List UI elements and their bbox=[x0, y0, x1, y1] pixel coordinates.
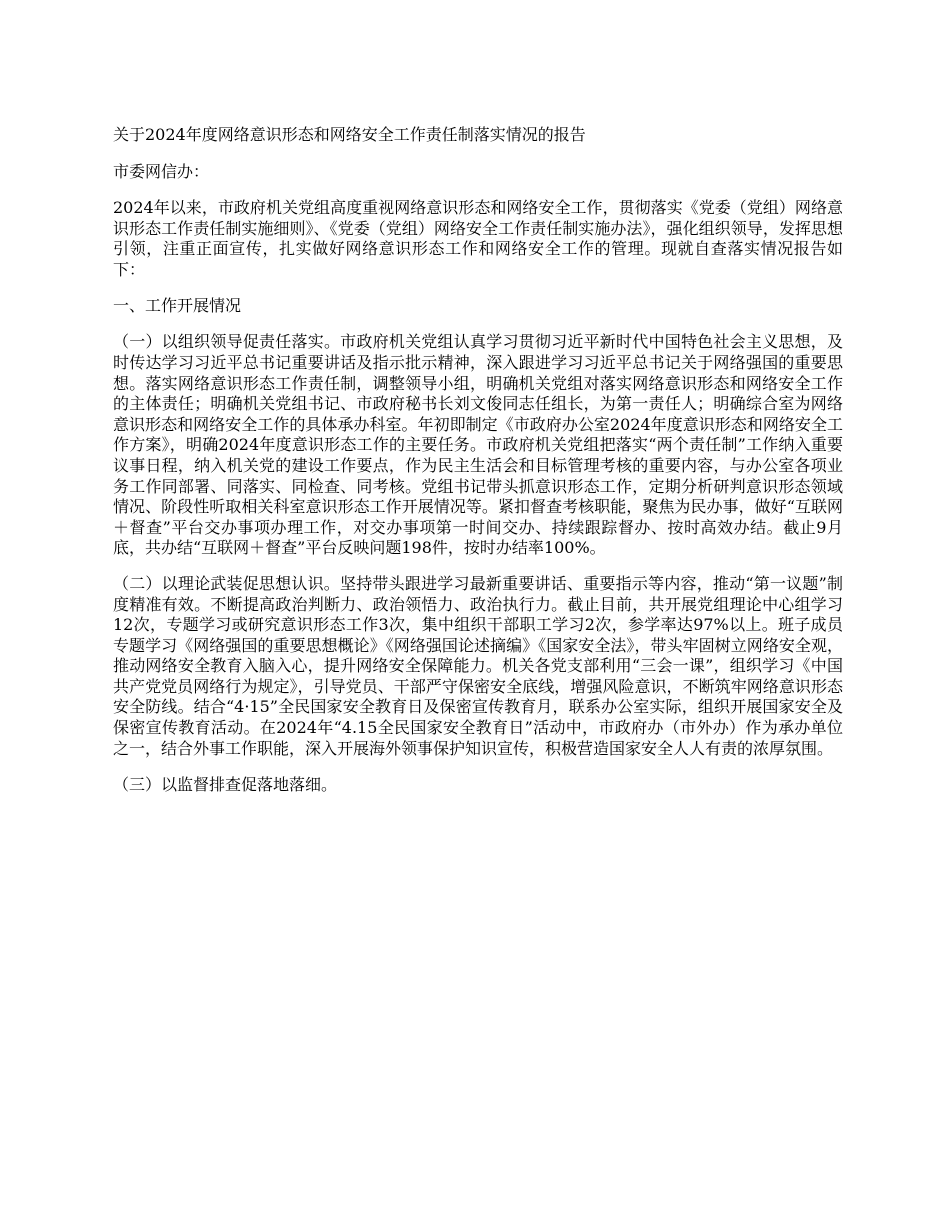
document-page bbox=[113, 124, 843, 811]
document-title: 关于2024年度网络意识形态和网络安全工作责任制落实情况的报告 bbox=[113, 125, 586, 144]
section-heading-work-status: 一、工作开展情况 bbox=[113, 296, 242, 316]
paragraph-theory-study: （二）以理论武装促思想认识。坚持带头跟进学习最新重要讲话、重要指示等内容，推动“第一议题”制度精准有效。不断提高政治判断力、政治领悟力、政治执行力。截止目前，共开展党组理论中心组学习12次，专题学习或研究意识形态工作3次，集中组织干部职工学习2次，参学率达97%以上。班子成员专题学习《网络强国的重要思想概论》《网络强国论述摘编》《国家安全法》，带头牢固树立网络安全观，推动网络安全教育入脑入心，提升网络安全保障能力。机关各党支部利用“三会一课”，组织学习《中国共产党党员网络行为规定》，引导党员、干部严守保密安全底线，增强风险意识，不断筑牢网络意识形态安全防线。结合“4·15”全民国家安全教育日及保密宣传教育月，联系办公室实际，组织开展国家安全及保密宣传教育活动。在2024年“4.15全民国家安全教育日”活动中，市政府办（市外办）作为承办单位之一，结合外事工作职能，深入开展海外领事保护知识宣传，积极营造国家安全人人有责的浓厚氛围。 bbox=[113, 573, 843, 758]
paragraph-organization-leadership: （一）以组织领导促责任落实。市政府机关党组认真学习贯彻习近平新时代中国特色社会主义思想，及时传达学习习近平总书记重要讲话及指示批示精神，深入跟进学习习近平总书记关于网络强国的重要思想。落实网络意识形态工作责任制，调整领导小组，明确机关党组对落实网络意识形态和网络安全工作的主体责任；明确机关党组书记、市政府秘书长刘文俊同志任组长，为第一责任人；明确综合室为网络意识形态和网络安全工作的具体承办科室。年初即制定《市政府办公室2024年度意识形态和网络安全工作方案》，明确2024年度意识形态工作的主要任务。市政府机关党组把落实“两个责任制”工作纳入重要议事日程，纳入机关党的建设工作要点，作为民主生活会和目标管理考核的重要内容，与办公室各项业务工作同部署、同落实、同检查、同考核。党组书记带头抓意识形态工作，定期分析研判意识形态领域情况、阶段性听取相关科室意识形态工作开展情况等。紧扣督查考核职能，聚焦为民办事，做好“互联网＋督查”平台交办事项办理工作，对交办事项第一时间交办、持续跟踪督办、按时高效办结。截止9月底，共办结“互联网＋督查”平台反映问题198件，按时办结率100%。 bbox=[113, 332, 843, 558]
paragraph-supervision-heading: （三）以监督排查促落地落细。 bbox=[113, 775, 338, 795]
intro-paragraph: 2024年以来，市政府机关党组高度重视网络意识形态和网络安全工作，贯彻落实《党委（党组）网络意识形态工作责任制实施细则》、《党委（党组）网络安全工作责任制实施办法》，强化组织领导，发挥思想引领，注重正面宣传，扎实做好网络意识形态工作和网络安全工作的管理。现就自查落实情况报告如下： bbox=[113, 198, 843, 279]
salutation: 市委网信办： bbox=[113, 162, 210, 181]
